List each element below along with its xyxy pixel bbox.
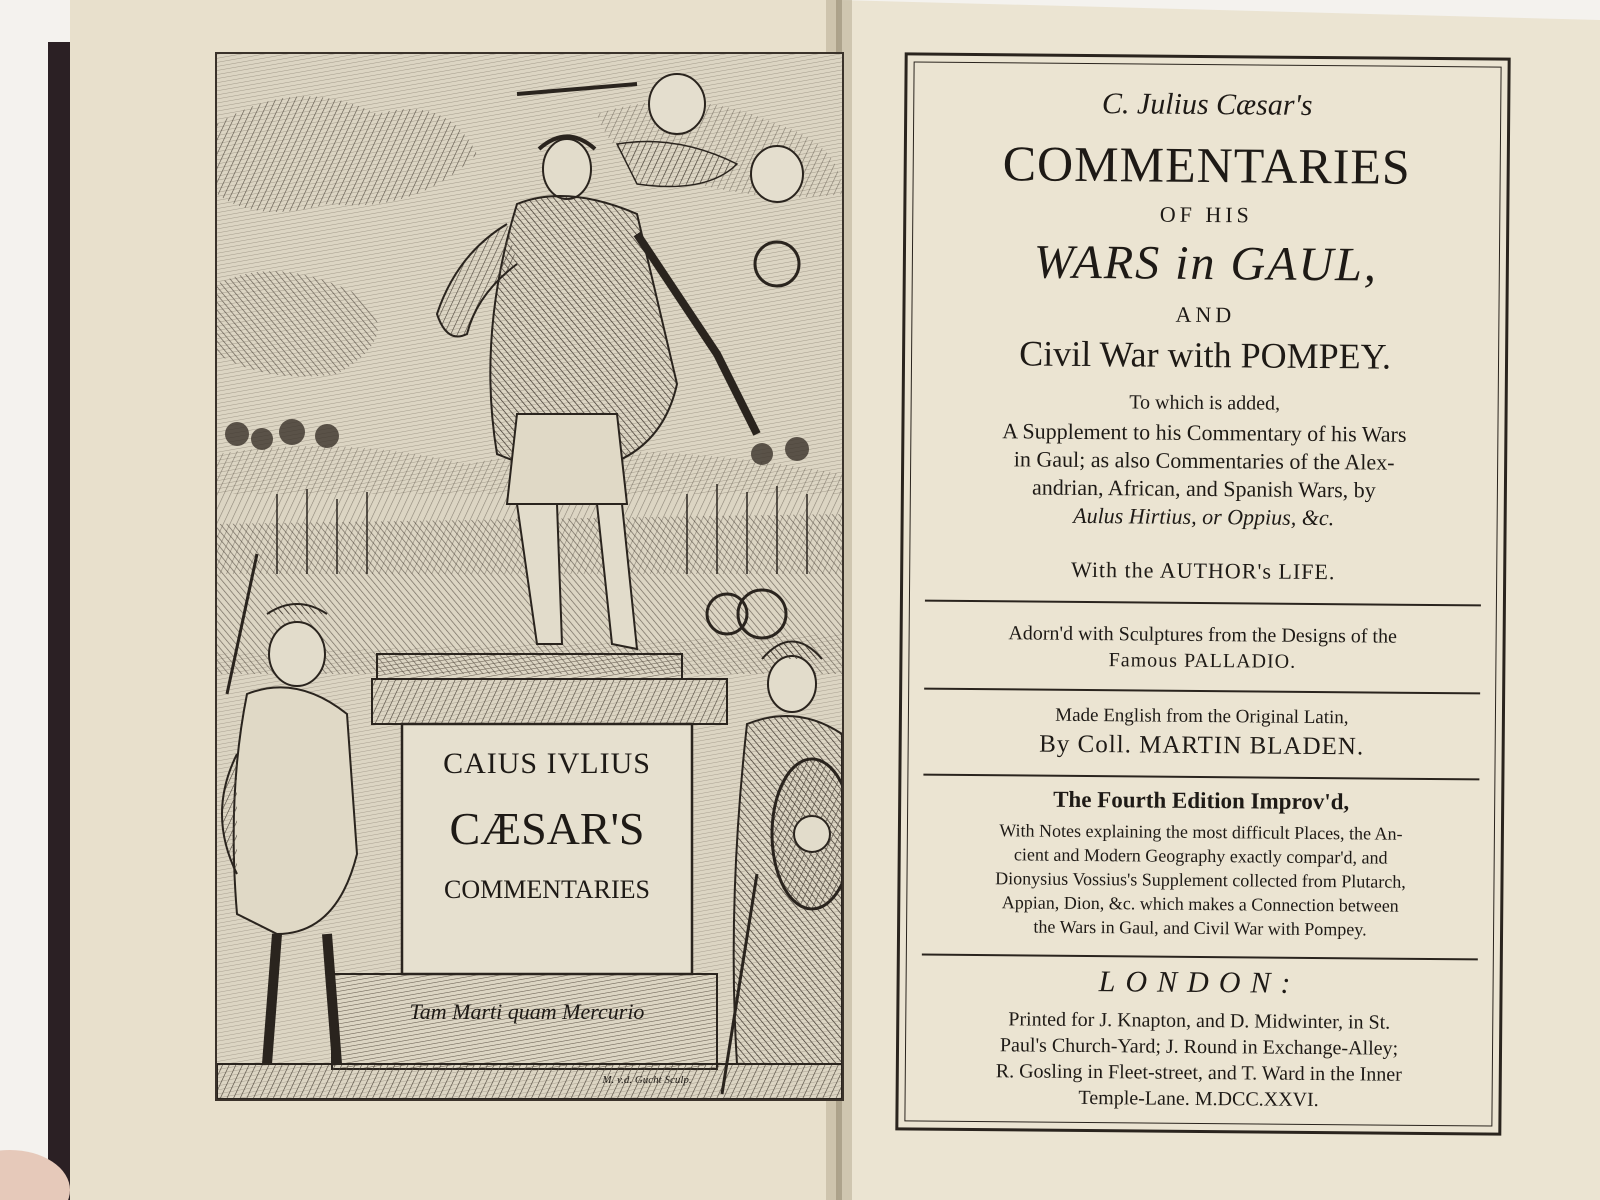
wars-in-gaul: WARS in GAUL, — [1033, 235, 1379, 292]
notes-line: the Wars in Gaul, and Civil War with Pompey. — [1033, 916, 1367, 940]
title-main: COMMENTARIES — [1002, 135, 1411, 195]
engraver-credit: M. v.d. Gucht Sculp. — [602, 1074, 692, 1086]
supplement-line: in Gaul; as also Commentaries of the Alex- — [1013, 446, 1395, 475]
notes-line: Dionysius Vossius's Supplement collected from Plutarch, — [995, 868, 1406, 892]
title-page — [895, 52, 1510, 1135]
civil-war-line: Civil War with POMPEY. — [1018, 333, 1392, 377]
notes-line: Appian, Dion, &c. which makes a Connection between — [1001, 892, 1399, 916]
edition-line: The Fourth Edition Improv'd, — [1053, 786, 1350, 815]
plinth-inscription — [402, 744, 692, 908]
supplement-line: A Supplement to his Commentary of his Wars — [1002, 418, 1407, 447]
adorned-line: Adorn'd with Sculptures from the Designs of the — [1008, 622, 1397, 648]
supplement-line: Aulus Hirtius, or Oppius, &c. — [1073, 502, 1335, 531]
imprint-line: Paul's Church-Yard; J. Round in Exchange-Alley; — [999, 1034, 1399, 1060]
imprint-line: Temple-Lane. M.DCC.XXVI. — [1078, 1086, 1319, 1112]
and-line: AND — [1175, 301, 1236, 328]
supplement-line: andrian, African, and Spanish Wars, by — [1031, 474, 1376, 503]
to-which-added: To which is added, — [1129, 391, 1281, 415]
translator: By Coll. MARTIN BLADEN. — [1039, 730, 1365, 761]
plinth-line-1: CAIUS IVLIUS — [443, 747, 651, 780]
engraving-illustration — [217, 54, 842, 1099]
of-his: OF HIS — [1159, 201, 1253, 228]
imprint-line: Printed for J. Knapton, and D. Midwinter, in St. — [1008, 1008, 1391, 1034]
author-life: With the AUTHOR's LIFE. — [1070, 556, 1336, 585]
made-english: Made English from the Original Latin, — [1055, 704, 1349, 729]
frontispiece — [215, 52, 844, 1101]
imprint-line: R. Gosling in Fleet-street, and T. Ward in the Inner — [995, 1060, 1402, 1086]
adorned-line: Famous PALLADIO. — [1108, 649, 1297, 673]
plinth-line-2: CÆSAR'S — [449, 803, 645, 854]
motto: Tam Marti quam Mercurio — [409, 999, 645, 1024]
notes-line: cient and Modern Geography exactly compar'd, and — [1013, 844, 1388, 868]
london: LONDON: — [1098, 965, 1301, 1000]
author-line: C. Julius Cæsar's — [1101, 87, 1313, 122]
plinth-line-3: COMMENTARIES — [444, 875, 650, 904]
notes-line: With Notes explaining the most difficult Places, the An- — [999, 820, 1403, 844]
